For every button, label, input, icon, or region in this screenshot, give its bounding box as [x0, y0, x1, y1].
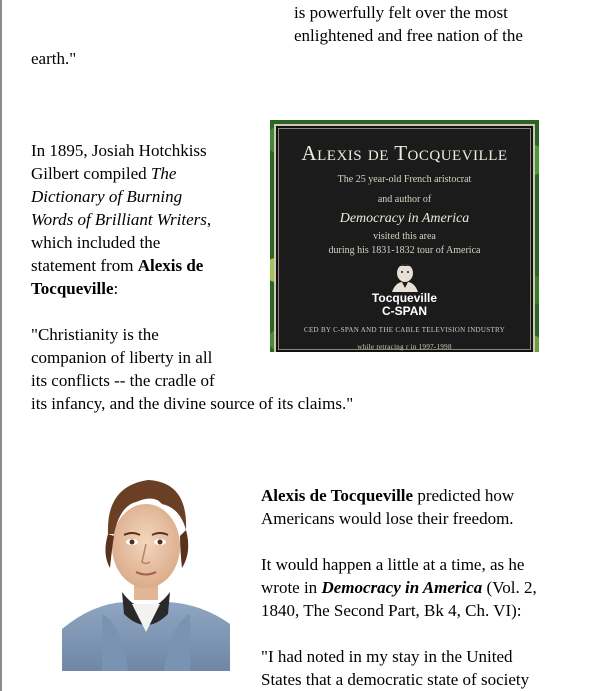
top-quote-end — [31, 47, 76, 70]
text-line: companion of liberty in all — [31, 348, 213, 367]
portrait-illustration — [62, 464, 230, 671]
democracy-quote-start — [261, 645, 529, 691]
author-name-bold: Alexis de — [137, 256, 204, 275]
text-line — [31, 185, 211, 208]
text-line: In 1895, Josiah Hotchkiss — [31, 141, 207, 160]
page-left-border — [0, 0, 2, 691]
text-line: It would happen a little at a time, as he — [261, 555, 525, 574]
author-name-bold: Alexis de Tocqueville — [261, 486, 414, 505]
book-title-italic: The — [150, 164, 177, 183]
plaque-portrait-emblem — [388, 262, 422, 292]
text-line: its infancy, and the divine source of its claims." — [31, 394, 354, 413]
text-line: States that a democratic state of society — [261, 670, 530, 689]
text-line: Americans would lose their freedom. — [261, 509, 514, 528]
text-line — [31, 277, 211, 300]
text-span: Gilbert compiled — [31, 164, 151, 183]
plaque-board — [274, 124, 535, 352]
text-line: 1840, The Second Part, Bk 4, Ch. VI): — [261, 601, 522, 620]
text-line — [31, 254, 211, 277]
plaque-subtitle-line: The 25 year-old French aristocrat — [337, 174, 472, 185]
text-span: (Vol. 2, — [482, 578, 537, 597]
text-line — [31, 162, 211, 185]
tocqueville-portrait-image — [62, 464, 230, 671]
plaque-logo-tocqueville: Tocqueville — [371, 291, 438, 305]
text-line: is powerfully felt over the most — [294, 3, 508, 22]
text-line — [261, 484, 514, 507]
text-line: "Christianity is the — [31, 325, 159, 344]
plaque-logo-cspan: C-SPAN — [381, 304, 428, 318]
plaque-visit-line: visited this area — [373, 231, 436, 242]
plaque-book-title: Democracy in America — [339, 211, 470, 226]
book-title-bold-italic: Democracy in America — [321, 578, 483, 597]
text-line — [261, 576, 537, 599]
text-line: earth." — [31, 49, 77, 68]
quote-context-paragraph — [261, 553, 537, 622]
gilbert-paragraph — [31, 139, 211, 300]
prediction-paragraph — [261, 484, 514, 530]
text-span: predicted how — [413, 486, 515, 505]
plaque-visit-line: during his 1831-1832 tour of America — [328, 245, 481, 256]
top-quote-continuation — [294, 1, 523, 47]
text-span: wrote in — [261, 578, 322, 597]
book-title-italic: Dictionary of Burning — [31, 187, 183, 206]
text-span: , — [206, 210, 212, 229]
tocqueville-plaque-photo — [270, 120, 539, 352]
plaque-subtitle-line: and author of — [377, 194, 432, 205]
book-title-italic: Words of Brilliant Writers — [31, 210, 207, 229]
text-line — [31, 208, 211, 231]
text-line: which included the — [31, 233, 161, 252]
text-line: enlightened and free nation of the — [294, 26, 523, 45]
plaque-title: Alexis de Tocqueville — [301, 141, 508, 165]
text-span: statement from — [31, 256, 138, 275]
text-span: : — [113, 279, 119, 298]
plaque-footer-line: CED BY C-SPAN AND THE CABLE TELEVISION INDUSTRY — [304, 326, 505, 334]
author-name-bold: Tocqueville — [31, 279, 114, 298]
text-line: its conflicts -- the cradle of — [31, 371, 215, 390]
text-line: "I had noted in my stay in the United — [261, 647, 513, 666]
plaque-footer-line: while retracing r in 1997-1998 — [357, 343, 452, 351]
